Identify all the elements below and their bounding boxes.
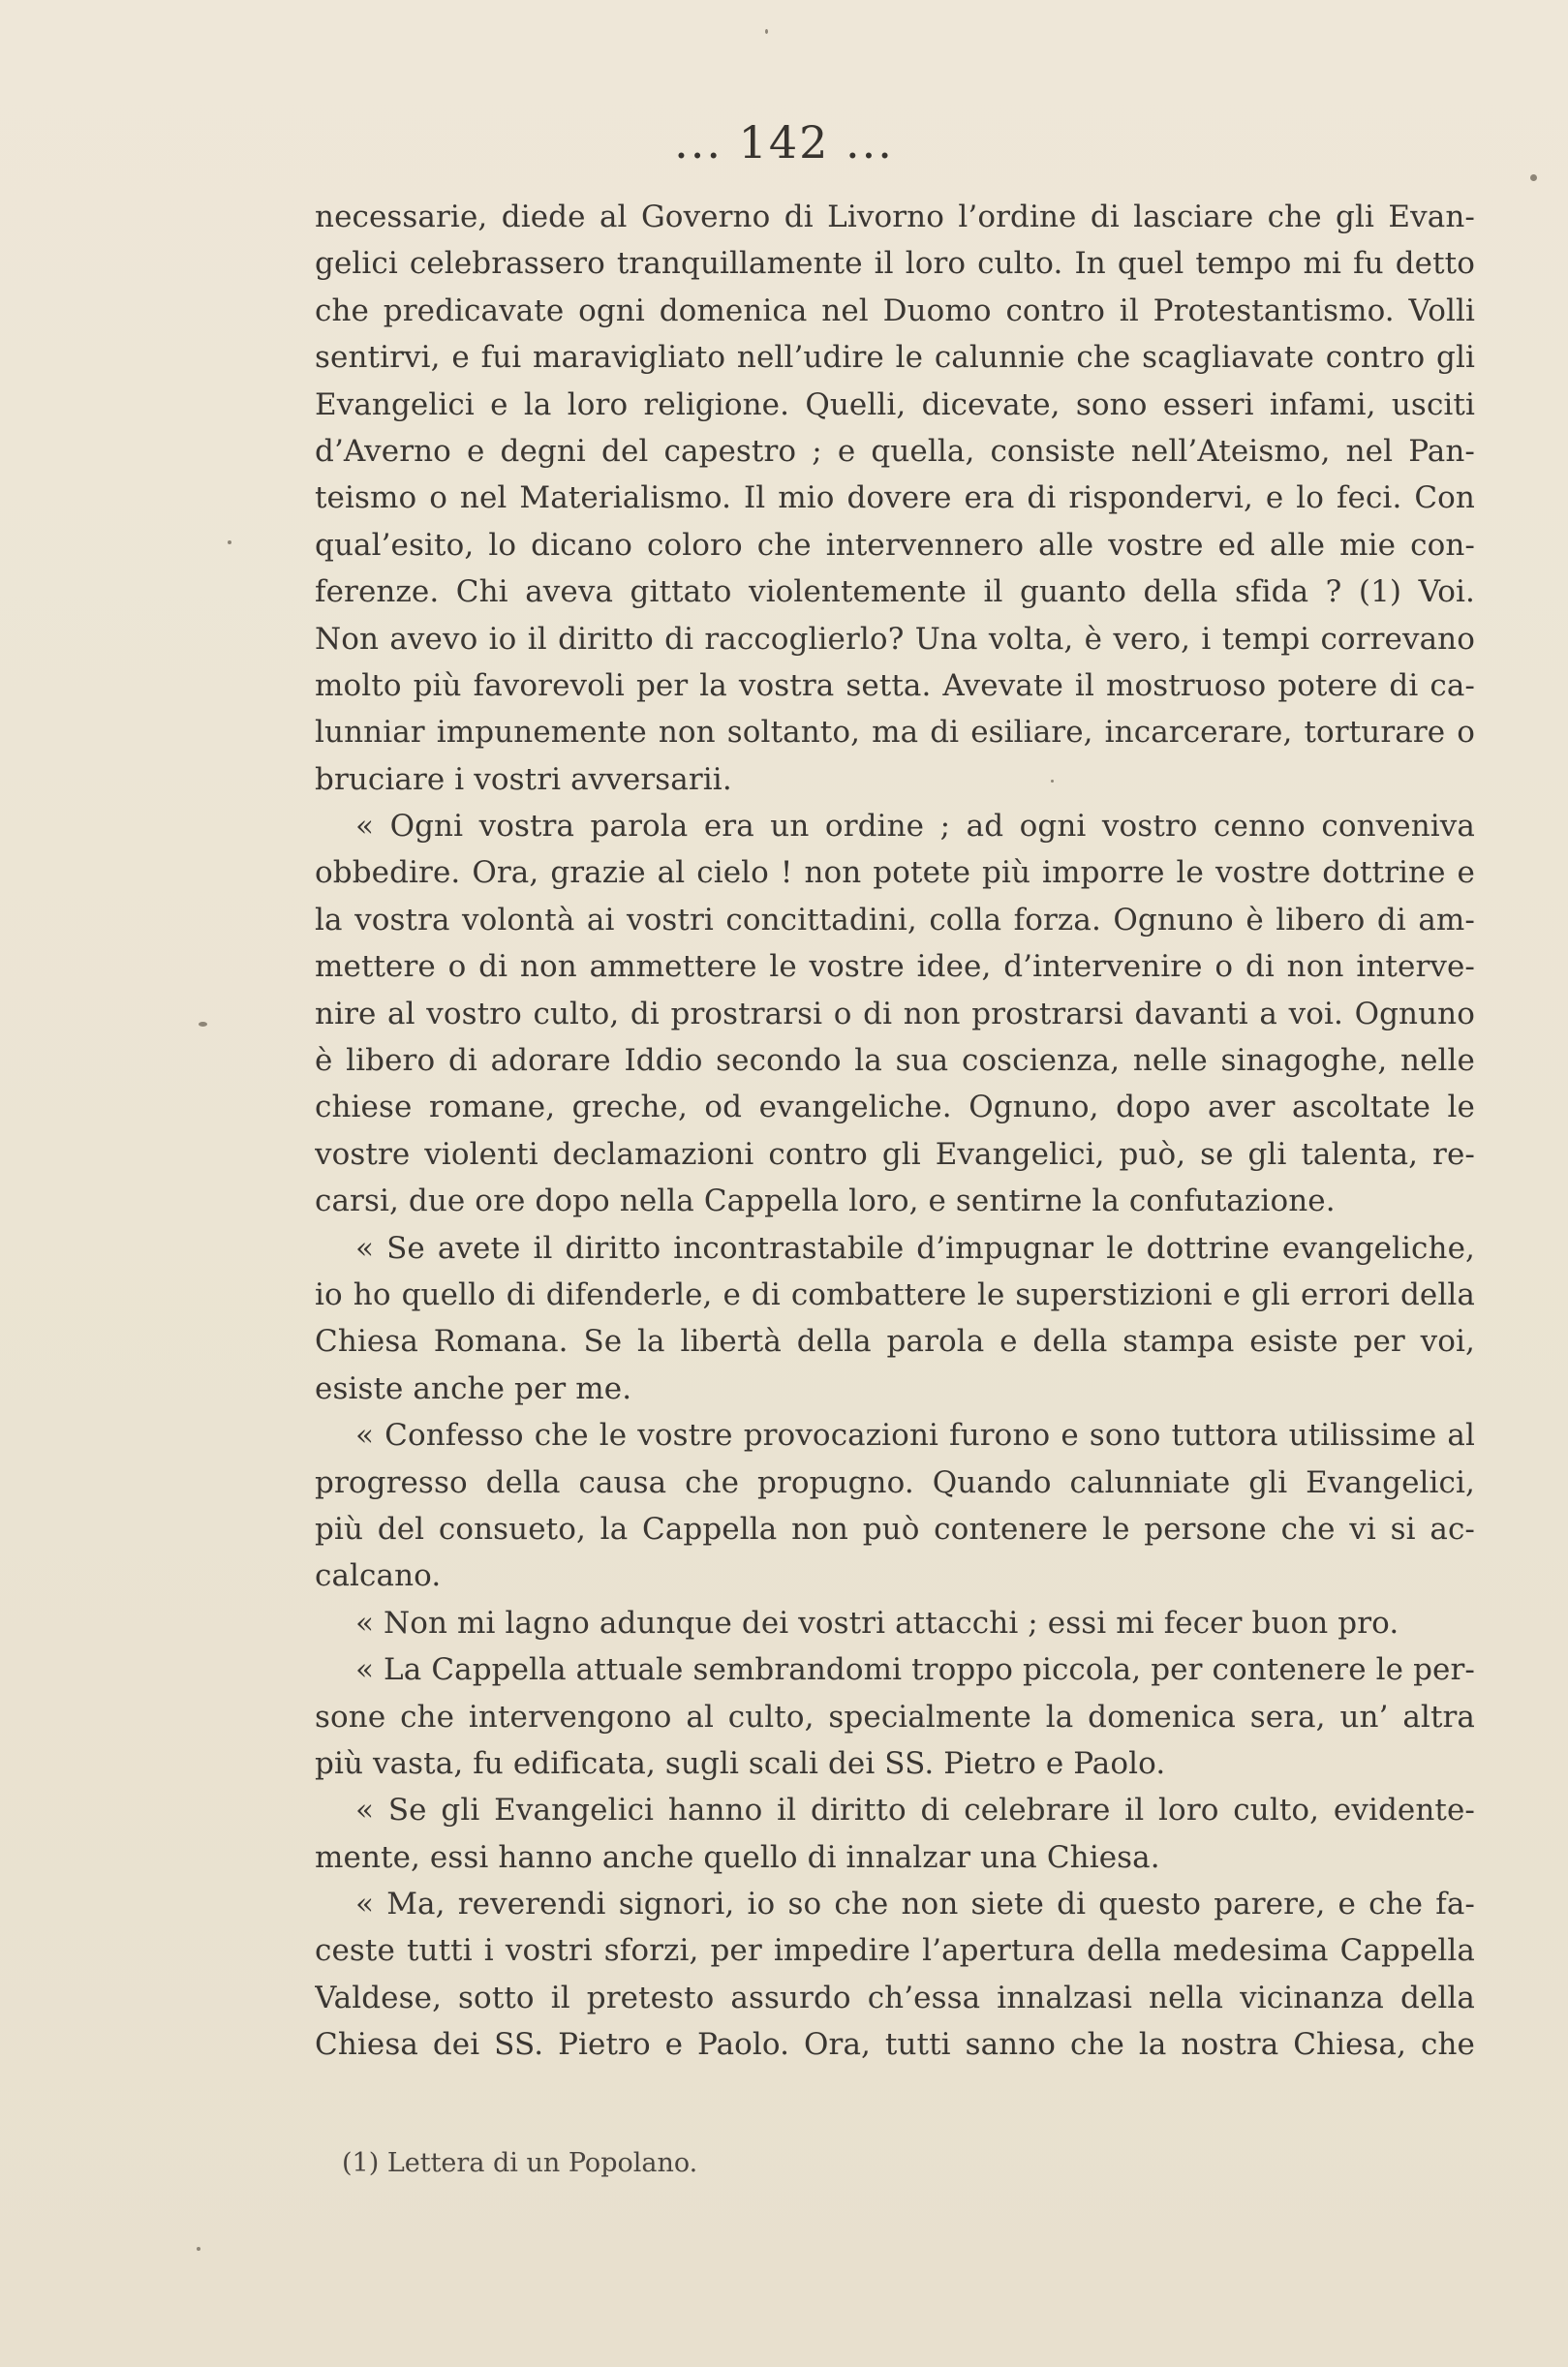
text-line: Evangelici e la loro religione. Quelli, dicevate, sono esseri infami, usciti [315, 386, 1475, 422]
text-line: d’Averno e degni del capestro ; e quella, consiste nell’Ateismo, nel Pan- [315, 433, 1475, 469]
text-line: obbedire. Ora, grazie al cielo ! non potete più imporre le vostre dottrine e [315, 855, 1475, 891]
text-line: necessarie, diede al Governo di Livorno l’ordine di lasciare che gli Evan- [315, 200, 1475, 234]
paper-speck [199, 1022, 207, 1027]
text-line: nire al vostro culto, di prostrarsi o di non prostrarsi davanti a voi. Ognuno [315, 996, 1475, 1031]
text-line: « Ma, reverendi signori, io so che non siete di questo parere, e che fa- [355, 1887, 1475, 1922]
text-line: carsi, due ore dopo nella Cappella loro, e sentirne la confutazione. [315, 1184, 1336, 1219]
text-line: Chiesa Romana. Se la libertà della parola e della stampa esiste per voi, [315, 1324, 1475, 1360]
paper-speck [228, 540, 231, 544]
text-line: Non avevo io il diritto di raccoglierlo? Una volta, è vero, i tempi correvano [315, 621, 1475, 657]
text-line: teismo o nel Materialismo. Il mio dovere era di rispondervi, e lo feci. Con [315, 480, 1475, 516]
paper-speck [1530, 174, 1537, 181]
text-line: calcano. [315, 1558, 442, 1594]
text-line: sone che intervengono al culto, specialmente la domenica sera, un’ altra [315, 1699, 1475, 1735]
text-line: qual’esito, lo dicano coloro che intervennero alle vostre ed alle mie con- [315, 527, 1475, 563]
text-line: Valdese, sotto il pretesto assurdo ch’essa innalzasi nella vicinanza della [315, 1980, 1475, 2015]
text-line: che predicavate ogni domenica nel Duomo contro il Protestantismo. Volli [315, 292, 1475, 328]
text-line: vostre violenti declamazioni contro gli Evangelici, può, se gli talenta, re- [315, 1136, 1475, 1172]
text-line: più del consueto, la Cappella non può contenere le persone che vi si ac- [315, 1511, 1475, 1547]
paper-speck [197, 2247, 200, 2251]
text-line: mente, essi hanno anche quello di innalzar una Chiesa. [315, 1839, 1160, 1875]
text-line: ferenze. Chi aveva gittato violentemente il guanto della sfida ? (1) Voi. [315, 574, 1475, 610]
text-line: sentirvi, e fui maravigliato nell’udire le calunnie che scagliavate contro gli [315, 340, 1475, 376]
text-line: esiste anche per me. [315, 1370, 632, 1406]
text-line: molto più favorevoli per la vostra setta. Avevate il mostruoso potere di ca- [315, 667, 1475, 703]
text-line: lunniar impunemente non soltanto, ma di esiliare, incarcerare, torturare o [315, 715, 1475, 751]
text-line: bruciare i vostri avversarii. [315, 761, 732, 797]
page-number: ... 142 ... [674, 116, 894, 169]
footnote: (1) Lettera di un Popolano. [342, 2148, 698, 2178]
text-line: gelici celebrassero tranquillamente il loro culto. In quel tempo mi fu detto [315, 246, 1475, 282]
text-line: è libero di adorare Iddio secondo la sua coscienza, nelle sinagoghe, nelle [315, 1043, 1475, 1079]
text-line: « Se avete il diritto incontrastabile d’impugnar le dottrine evangeliche, [355, 1230, 1475, 1266]
text-line: ceste tutti i vostri sforzi, per impedire l’apertura della medesima Cappella [315, 1933, 1475, 1969]
text-line: « Non mi lagno adunque dei vostri attacchi ; essi mi fecer buon pro. [355, 1605, 1399, 1641]
text-line: « Ogni vostra parola era un ordine ; ad ogni vostro cenno conveniva [355, 809, 1475, 845]
text-line: « Confesso che le vostre provocazioni furono e sono tuttora utilissime al [355, 1418, 1475, 1454]
text-line: « La Cappella attuale sembrandomi troppo piccola, per contenere le per- [355, 1652, 1475, 1688]
text-line: progresso della causa che propugno. Quando calunniate gli Evangelici, [315, 1464, 1475, 1500]
body-text [315, 194, 1475, 2069]
text-line: Chiesa dei SS. Pietro e Paolo. Ora, tutti sanno che la nostra Chiesa, che [315, 2027, 1475, 2063]
text-line: chiese romane, greche, od evangeliche. Ognuno, dopo aver ascoltate le [315, 1090, 1475, 1125]
paper-speck [765, 29, 768, 34]
text-line: più vasta, fu edificata, sugli scali dei SS. Pietro e Paolo. [315, 1745, 1166, 1781]
paper-speck [1051, 780, 1054, 783]
text-line: « Se gli Evangelici hanno il diritto di celebrare il loro culto, evidente- [355, 1793, 1475, 1829]
text-line: la vostra volontà ai vostri concittadini, colla forza. Ognuno è libero di am- [315, 902, 1475, 938]
text-line: io ho quello di difenderle, e di combattere le superstizioni e gli errori della [315, 1276, 1475, 1312]
text-line: mettere o di non ammettere le vostre idee, d’intervenire o di non interve- [315, 949, 1475, 985]
